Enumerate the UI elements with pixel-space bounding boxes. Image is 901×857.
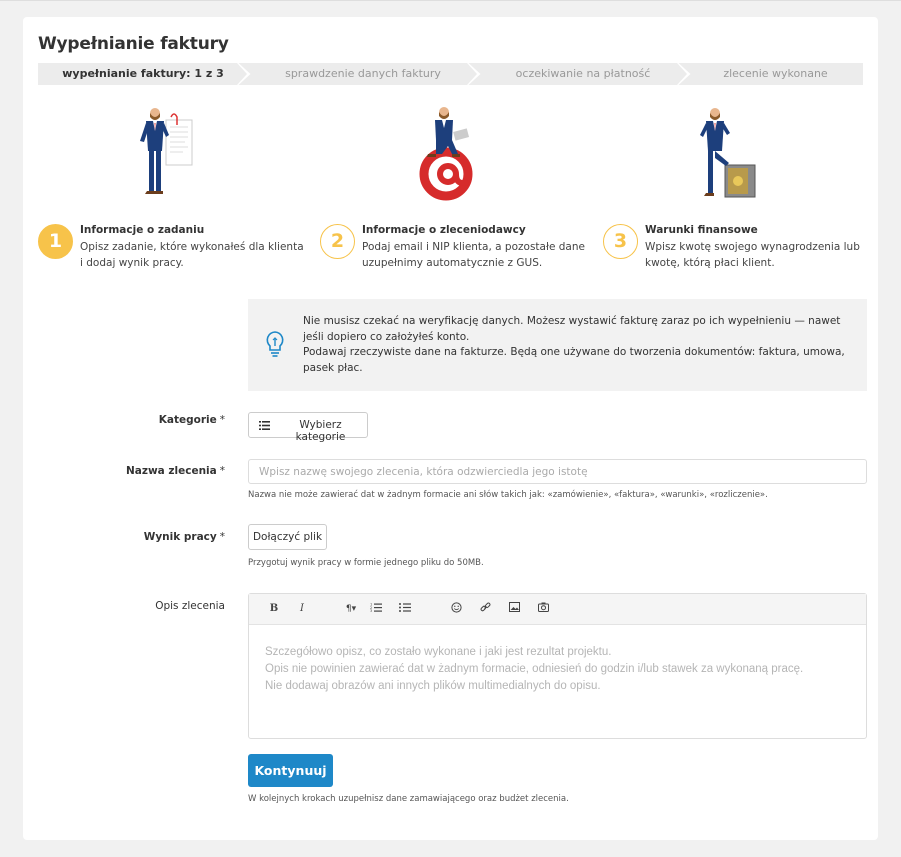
top-border [0, 0, 901, 1]
step-3 [603, 222, 868, 282]
order-name-input[interactable] [248, 459, 867, 484]
attach-file-button[interactable]: Dołączyć plik [248, 524, 327, 550]
info-line-2: Podawaj rzeczywiste dane na fakturze. Będą one używane do tworzenia dokumentów: faktura, umowa, pasek płac. [303, 346, 845, 374]
list-icon [259, 421, 270, 433]
progress-step-2: sprawdzenie danych faktury [285, 67, 441, 80]
choose-category-button[interactable] [248, 412, 368, 443]
category-label [159, 414, 225, 426]
continue-button[interactable]: Kontynuuj [248, 754, 333, 787]
description-textarea[interactable] [265, 644, 855, 695]
order-name-label [126, 465, 225, 477]
work-result-label-text: Wynik pracy [143, 531, 217, 543]
order-name-hint: Nazwa nie może zawierać dat w żadnym formacie ani słów takich jak: «zamówienie», «faktura», «warunki», «rozliczenie». [248, 490, 768, 500]
step-title: Warunki finansowe [645, 224, 758, 236]
progress-step-3: oczekiwanie na płatność [515, 67, 651, 80]
editor-toolbar [249, 594, 866, 625]
required-mark: * [219, 465, 225, 477]
continue-hint: W kolejnych krokach uzupełnisz dane zamawiającego oraz budżet zlecenia. [248, 794, 569, 804]
businessman-safe-illustration [693, 105, 763, 209]
progress-step-1: wypełnianie faktury: 1 z 3 [62, 67, 224, 80]
step-2 [320, 222, 585, 282]
info-line-1: Nie musisz czekać na weryfikację danych. Możesz wystawić fakturę zaraz po ich wypełnieniu — nawet jeśli dopiero co założyłeś konto. [303, 315, 841, 343]
step-number-badge: 1 [38, 224, 73, 259]
order-name-label-text: Nazwa zlecenia [125, 465, 217, 477]
step-number-badge: 3 [603, 224, 638, 259]
bold-icon[interactable]: B [269, 603, 279, 614]
lightbulb-icon [265, 330, 285, 362]
description-placeholder-line: Nie dodawaj obrazów ani innych plików multimedialnych do opisu. [265, 680, 601, 692]
info-text [303, 314, 848, 376]
choose-category-label: Wybierz kategorie [295, 419, 346, 443]
work-result-hint: Przygotuj wynik pracy w formie jednego pliku do 50MB. [248, 558, 484, 568]
description-placeholder-line: Szczegółowo opisz, co zostało wykonane i jaki jest rezultat projektu. [265, 646, 612, 658]
step-1 [38, 222, 303, 282]
description-label: Opis zlecenia [155, 600, 225, 612]
info-box [248, 299, 867, 391]
progress-step-4: zlecenie wykonane [723, 67, 828, 80]
italic-icon[interactable]: I [300, 603, 304, 614]
progress-steps [38, 63, 863, 85]
step-description: Opisz zadanie, które wykonałeś dla klienta i dodaj wynik pracy. [80, 241, 304, 269]
image-icon[interactable] [507, 602, 521, 616]
businessman-document-illustration [133, 105, 203, 204]
step-title: Informacje o zadaniu [80, 224, 205, 236]
step-description: Podaj email i NIP klienta, a pozostałe dane uzupełnimy automatycznie z GUS. [362, 241, 585, 269]
bullet-list-icon[interactable] [398, 602, 412, 616]
businessman-at-sign-illustration [418, 104, 478, 208]
svg-text:3: 3 [370, 609, 373, 612]
step-title: Informacje o zleceniodawcy [362, 224, 526, 236]
invoice-form-card [23, 17, 878, 840]
description-editor [248, 593, 867, 739]
category-label-text: Kategorie [158, 414, 217, 426]
required-mark: * [219, 414, 225, 426]
emoji-icon[interactable] [449, 602, 463, 616]
step-description: Wpisz kwotę swojego wynagrodzenia lub kwotę, którą płaci klient. [645, 241, 860, 269]
work-result-label [144, 531, 225, 543]
camera-icon[interactable] [536, 602, 550, 616]
step-number-badge: 2 [320, 224, 355, 259]
svg-text:2: 2 [370, 606, 373, 610]
paragraph-format-icon[interactable]: ¶▾ [345, 604, 357, 614]
required-mark: * [219, 531, 225, 543]
link-icon[interactable] [478, 602, 492, 616]
svg-text:1: 1 [370, 602, 373, 607]
ordered-list-icon[interactable] [369, 602, 383, 616]
page-title: Wypełnianie faktury [38, 34, 229, 54]
description-placeholder-line: Opis nie powinien zawierać dat w żadnym formacie, odniesień do godzin i/lub stawek za wykonaną pracę. [265, 663, 804, 675]
